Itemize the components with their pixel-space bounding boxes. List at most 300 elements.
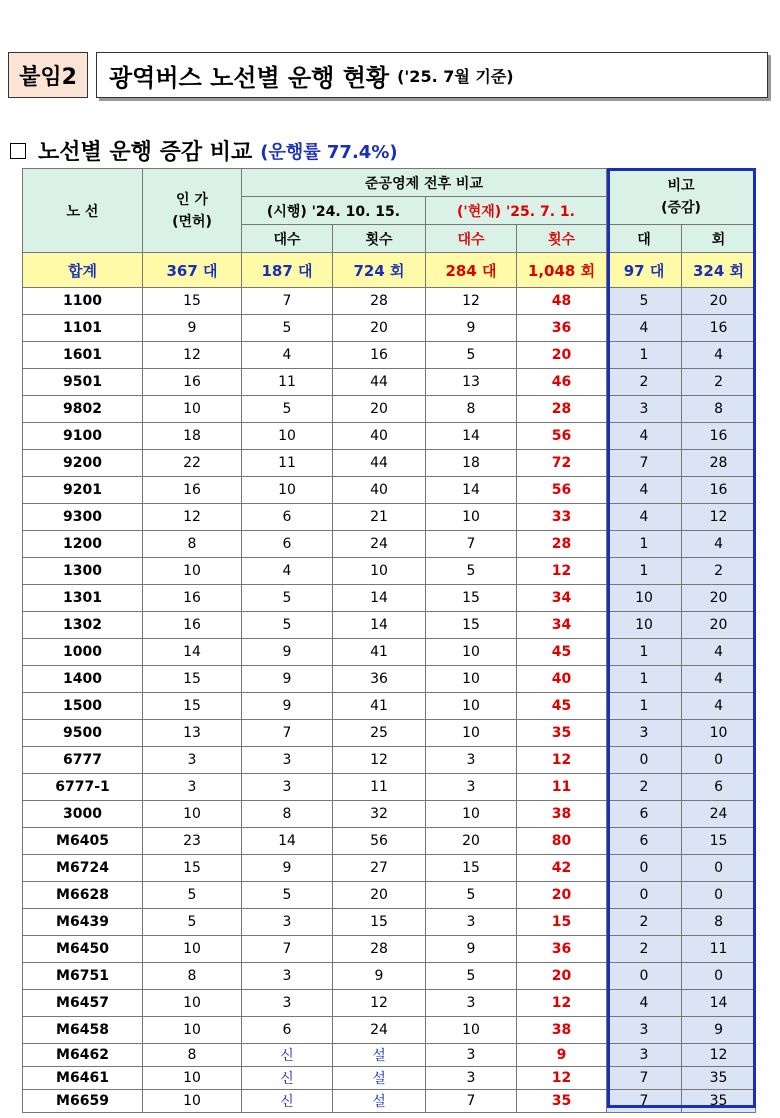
table-cell: 9: [426, 315, 517, 342]
col-license-header: 인 가 (면허): [143, 169, 242, 253]
table-cell: 8: [242, 801, 333, 828]
table-cell: 3: [607, 1017, 682, 1044]
table-row: [23, 504, 756, 531]
table-cell: 9200: [23, 450, 143, 477]
table-cell: 3: [607, 1044, 682, 1067]
table-cell: 5: [242, 585, 333, 612]
table-cell: 40: [517, 666, 607, 693]
table-cell: 1601: [23, 342, 143, 369]
table-cell: 10: [143, 936, 242, 963]
table-cell: 45: [517, 639, 607, 666]
table-cell: 16: [143, 369, 242, 396]
table-cell: 3: [242, 747, 333, 774]
table-cell: 1: [607, 342, 682, 369]
table-cell: 9: [682, 1017, 756, 1044]
table-cell: 15: [143, 288, 242, 315]
table-cell: 3: [242, 909, 333, 936]
table-cell: 21: [333, 504, 426, 531]
table-row: [23, 585, 756, 612]
table-cell: 14: [143, 639, 242, 666]
table-cell: 10: [333, 558, 426, 585]
table-row: [23, 693, 756, 720]
table-cell: 3: [426, 1044, 517, 1067]
table-cell: 3: [426, 990, 517, 1017]
table-cell: 10: [143, 1017, 242, 1044]
table-cell: 설: [333, 1044, 426, 1067]
table-row: [23, 1067, 756, 1090]
table-row: [23, 531, 756, 558]
table-cell: M6450: [23, 936, 143, 963]
table-cell: 10: [143, 1067, 242, 1090]
table-cell: 15: [143, 666, 242, 693]
table-cell: 1300: [23, 558, 143, 585]
table-cell: 6: [607, 828, 682, 855]
table-row: [23, 369, 756, 396]
table-cell: 20: [682, 612, 756, 639]
table-cell: 2: [682, 558, 756, 585]
table-cell: 18: [426, 450, 517, 477]
checkbox-square-icon: [10, 143, 26, 159]
table-cell: 5: [426, 963, 517, 990]
table-cell: 10: [242, 477, 333, 504]
table-cell: 14: [426, 477, 517, 504]
table-cell: 9500: [23, 720, 143, 747]
table-cell: 설: [333, 1067, 426, 1090]
col-now-header: ('현재) '25. 7. 1.: [426, 197, 607, 225]
table-cell: 41: [333, 693, 426, 720]
table-cell: 34: [517, 585, 607, 612]
table-cell: 15: [143, 855, 242, 882]
table-cell: 7: [426, 1090, 517, 1113]
table-row: [23, 477, 756, 504]
table-cell: 1200: [23, 531, 143, 558]
table-row: [23, 315, 756, 342]
section-heading: [10, 135, 398, 166]
table-cell: 4: [607, 423, 682, 450]
table-cell: 16: [682, 477, 756, 504]
table-cell: 6777-1: [23, 774, 143, 801]
table-row: [23, 936, 756, 963]
table-cell: 5: [143, 909, 242, 936]
table-cell: 4: [607, 477, 682, 504]
table-cell: 10: [426, 504, 517, 531]
table-cell: M6439: [23, 909, 143, 936]
table-cell: 5: [242, 396, 333, 423]
table-cell: 9: [242, 693, 333, 720]
table-cell: 15: [426, 855, 517, 882]
table-cell: 9: [242, 855, 333, 882]
table-row: [23, 963, 756, 990]
table-cell: 41: [333, 639, 426, 666]
table-cell: 12: [143, 504, 242, 531]
table-cell: 12: [426, 288, 517, 315]
table-cell: 12: [517, 990, 607, 1017]
table-cell: 12: [682, 1044, 756, 1067]
table-cell: 20: [333, 882, 426, 909]
table-row: [23, 801, 756, 828]
table-cell: 7: [607, 1067, 682, 1090]
table-cell: 4: [242, 342, 333, 369]
table-cell: 9802: [23, 396, 143, 423]
table-cell: 18: [143, 423, 242, 450]
table-cell: 35: [682, 1067, 756, 1090]
table-cell: 1: [607, 558, 682, 585]
table-cell: 8: [682, 396, 756, 423]
attachment-tag: 붙임2: [8, 52, 88, 98]
table-cell: 10: [143, 990, 242, 1017]
table-cell: 9: [517, 1044, 607, 1067]
table-cell: M6461: [23, 1067, 143, 1090]
document-title: 광역버스 노선별 운행 현황: [109, 63, 390, 92]
table-cell: 12: [682, 504, 756, 531]
table-cell: 80: [517, 828, 607, 855]
table-cell: 5: [242, 882, 333, 909]
table-row: [23, 558, 756, 585]
table-cell: 36: [333, 666, 426, 693]
table-cell: 32: [333, 801, 426, 828]
table-row: [23, 1017, 756, 1044]
table-cell: 1000: [23, 639, 143, 666]
table-cell: 6: [242, 1017, 333, 1044]
table-cell: 40: [333, 423, 426, 450]
table-cell: 20: [682, 585, 756, 612]
table-cell: 10: [143, 558, 242, 585]
table-cell: 48: [517, 288, 607, 315]
table-cell: 24: [333, 1017, 426, 1044]
table-cell: 28: [333, 288, 426, 315]
table-cell: 15: [143, 693, 242, 720]
table-cell: 72: [517, 450, 607, 477]
table-cell: 56: [517, 423, 607, 450]
table-cell: 16: [682, 315, 756, 342]
table-row: [23, 828, 756, 855]
table-cell: 44: [333, 450, 426, 477]
table-cell: 6: [682, 774, 756, 801]
table-cell: 4: [682, 693, 756, 720]
table-cell: 13: [143, 720, 242, 747]
table-row: [23, 855, 756, 882]
table-cell: 5: [607, 288, 682, 315]
table-cell: 15: [333, 909, 426, 936]
table-cell: 20: [333, 396, 426, 423]
table-row: [23, 288, 756, 315]
route-table: [22, 168, 756, 1113]
col-remarks-header: 비고 (증감): [607, 169, 756, 225]
table-cell: 5: [143, 882, 242, 909]
table-cell: 7: [242, 288, 333, 315]
table-cell: 0: [682, 963, 756, 990]
table-cell: 7: [426, 531, 517, 558]
total-label: 합계: [23, 253, 143, 288]
table-cell: 8: [426, 396, 517, 423]
table-cell: 10: [426, 1017, 517, 1044]
table-cell: 4: [607, 990, 682, 1017]
total-row: [23, 253, 756, 288]
table-cell: 38: [517, 1017, 607, 1044]
table-cell: 7: [242, 720, 333, 747]
table-cell: 12: [333, 747, 426, 774]
table-cell: 2: [682, 369, 756, 396]
table-cell: 12: [517, 558, 607, 585]
table-cell: 10: [242, 423, 333, 450]
table-row: [23, 747, 756, 774]
table-row: [23, 720, 756, 747]
table-row: [23, 1090, 756, 1113]
table-cell: 28: [517, 396, 607, 423]
table-cell: 9201: [23, 477, 143, 504]
table-cell: 3: [242, 990, 333, 1017]
table-cell: 8: [143, 1044, 242, 1067]
table-cell: 13: [426, 369, 517, 396]
table-cell: 34: [517, 612, 607, 639]
total-now-units: 284 대: [426, 253, 517, 288]
table-cell: 7: [607, 450, 682, 477]
table-row: [23, 909, 756, 936]
table-cell: 12: [143, 342, 242, 369]
sub-trips-before: 횟수: [333, 225, 426, 253]
table-cell: 45: [517, 693, 607, 720]
table-cell: 10: [426, 666, 517, 693]
table-cell: 11: [242, 450, 333, 477]
table-row: [23, 1044, 756, 1067]
table-cell: 11: [242, 369, 333, 396]
table-cell: 5: [242, 612, 333, 639]
table-cell: 1100: [23, 288, 143, 315]
table-cell: 10: [426, 720, 517, 747]
table-cell: 22: [143, 450, 242, 477]
table-cell: 38: [517, 801, 607, 828]
table-cell: 7: [242, 936, 333, 963]
total-before-units: 187 대: [242, 253, 333, 288]
table-cell: 1: [607, 666, 682, 693]
table-cell: M6462: [23, 1044, 143, 1067]
table-cell: 4: [682, 639, 756, 666]
table-cell: M6405: [23, 828, 143, 855]
table-row: [23, 639, 756, 666]
table-cell: 0: [682, 855, 756, 882]
table-cell: M6659: [23, 1090, 143, 1113]
table-cell: 설: [333, 1090, 426, 1113]
table-cell: 1: [607, 639, 682, 666]
table-cell: 20: [682, 288, 756, 315]
table-cell: 3000: [23, 801, 143, 828]
table-cell: 3: [143, 774, 242, 801]
basis-date: ('25. 7월 기준): [397, 66, 514, 86]
table-cell: 14: [333, 585, 426, 612]
table-cell: 9300: [23, 504, 143, 531]
table-cell: 20: [517, 342, 607, 369]
total-diff-trips: 324 회: [682, 253, 756, 288]
table-cell: M6457: [23, 990, 143, 1017]
table-cell: 16: [143, 477, 242, 504]
table-cell: 12: [517, 1067, 607, 1090]
table-cell: 1101: [23, 315, 143, 342]
total-license: 367 대: [143, 253, 242, 288]
table-cell: 10: [426, 801, 517, 828]
table-cell: 24: [333, 531, 426, 558]
table-cell: 28: [333, 936, 426, 963]
table-cell: M6724: [23, 855, 143, 882]
table-cell: 8: [682, 909, 756, 936]
table-cell: 1: [607, 531, 682, 558]
table-cell: 신: [242, 1090, 333, 1113]
table-cell: 20: [333, 315, 426, 342]
table-cell: 1400: [23, 666, 143, 693]
table-cell: 28: [517, 531, 607, 558]
table-cell: 42: [517, 855, 607, 882]
table-cell: 6: [607, 801, 682, 828]
table-cell: 4: [607, 504, 682, 531]
table-cell: 4: [682, 666, 756, 693]
table-cell: 14: [333, 612, 426, 639]
sub-units-before: 대수: [242, 225, 333, 253]
table-cell: 35: [517, 1090, 607, 1113]
total-before-trips: 724 회: [333, 253, 426, 288]
table-cell: 3: [242, 774, 333, 801]
table-cell: 2: [607, 774, 682, 801]
table-cell: 10: [426, 693, 517, 720]
total-diff-units: 97 대: [607, 253, 682, 288]
table-cell: 8: [143, 963, 242, 990]
table-cell: 3: [242, 963, 333, 990]
table-cell: 신: [242, 1044, 333, 1067]
sub-units-now: 대수: [426, 225, 517, 253]
table-row: [23, 612, 756, 639]
table-cell: 3: [143, 747, 242, 774]
table-cell: 15: [682, 828, 756, 855]
table-cell: 46: [517, 369, 607, 396]
col-compare-header: 준공영제 전후 비교: [242, 169, 607, 197]
table-cell: 5: [426, 342, 517, 369]
table-cell: 14: [242, 828, 333, 855]
table-cell: 3: [426, 909, 517, 936]
table-row: [23, 450, 756, 477]
table-row: [23, 423, 756, 450]
sub-diff-trips: 회: [682, 225, 756, 253]
table-cell: 6: [242, 531, 333, 558]
table-cell: 5: [426, 558, 517, 585]
table-cell: M6751: [23, 963, 143, 990]
table-cell: 23: [143, 828, 242, 855]
table-cell: 3: [426, 747, 517, 774]
table-cell: 5: [242, 315, 333, 342]
table-cell: 10: [143, 1090, 242, 1113]
table-cell: 3: [607, 396, 682, 423]
table-cell: 12: [517, 747, 607, 774]
table-row: [23, 396, 756, 423]
table-cell: 0: [682, 747, 756, 774]
table-cell: 16: [143, 585, 242, 612]
table-cell: 36: [517, 936, 607, 963]
total-now-trips: 1,048 회: [517, 253, 607, 288]
table-cell: 9100: [23, 423, 143, 450]
table-cell: 4: [242, 558, 333, 585]
table-cell: 10: [143, 396, 242, 423]
table-cell: 4: [607, 315, 682, 342]
table-cell: 2: [607, 936, 682, 963]
table-cell: 10: [607, 612, 682, 639]
table-cell: 35: [517, 720, 607, 747]
table-cell: 2: [607, 369, 682, 396]
table-cell: 15: [426, 585, 517, 612]
table-cell: 40: [333, 477, 426, 504]
table-cell: M6458: [23, 1017, 143, 1044]
table-cell: 9: [426, 936, 517, 963]
table-cell: 0: [607, 882, 682, 909]
table-cell: 4: [682, 531, 756, 558]
table-cell: 12: [333, 990, 426, 1017]
table-cell: 16: [333, 342, 426, 369]
table-cell: 10: [143, 801, 242, 828]
table-cell: 9: [242, 666, 333, 693]
table-row: [23, 882, 756, 909]
table-cell: 9: [333, 963, 426, 990]
table-cell: 0: [607, 963, 682, 990]
document-title-box: [96, 52, 768, 98]
table-cell: 16: [682, 423, 756, 450]
table-cell: 0: [682, 882, 756, 909]
table-cell: 25: [333, 720, 426, 747]
table-row: [23, 666, 756, 693]
table-cell: 11: [682, 936, 756, 963]
table-cell: M6628: [23, 882, 143, 909]
table-cell: 6777: [23, 747, 143, 774]
table-cell: 9501: [23, 369, 143, 396]
table-cell: 14: [682, 990, 756, 1017]
table-cell: 1: [607, 693, 682, 720]
table-cell: 15: [517, 909, 607, 936]
table-cell: 14: [426, 423, 517, 450]
table-cell: 10: [682, 720, 756, 747]
table-cell: 35: [682, 1090, 756, 1113]
table-cell: 신: [242, 1067, 333, 1090]
table-cell: 3: [426, 1067, 517, 1090]
table-cell: 3: [426, 774, 517, 801]
table-cell: 6: [242, 504, 333, 531]
table-cell: 20: [426, 828, 517, 855]
table-cell: 9: [242, 639, 333, 666]
table-cell: 33: [517, 504, 607, 531]
table-cell: 44: [333, 369, 426, 396]
table-cell: 20: [517, 882, 607, 909]
table-cell: 28: [682, 450, 756, 477]
operation-rate: (운행률 77.4%): [260, 141, 398, 163]
table-cell: 9: [143, 315, 242, 342]
table-cell: 10: [607, 585, 682, 612]
table-cell: 15: [426, 612, 517, 639]
table-cell: 0: [607, 747, 682, 774]
table-row: [23, 342, 756, 369]
table-cell: 56: [517, 477, 607, 504]
table-cell: 2: [607, 909, 682, 936]
col-route-header: 노 선: [23, 169, 143, 253]
table-cell: 36: [517, 315, 607, 342]
table-cell: 11: [333, 774, 426, 801]
table-cell: 20: [517, 963, 607, 990]
table-cell: 1302: [23, 612, 143, 639]
table-cell: 4: [682, 342, 756, 369]
table-cell: 11: [517, 774, 607, 801]
table-cell: 3: [607, 720, 682, 747]
table-cell: 16: [143, 612, 242, 639]
sub-diff-units: 대: [607, 225, 682, 253]
table-cell: 5: [426, 882, 517, 909]
table-cell: 56: [333, 828, 426, 855]
table-row: [23, 990, 756, 1017]
table-cell: 7: [607, 1090, 682, 1113]
table-row: [23, 774, 756, 801]
table-cell: 0: [607, 855, 682, 882]
